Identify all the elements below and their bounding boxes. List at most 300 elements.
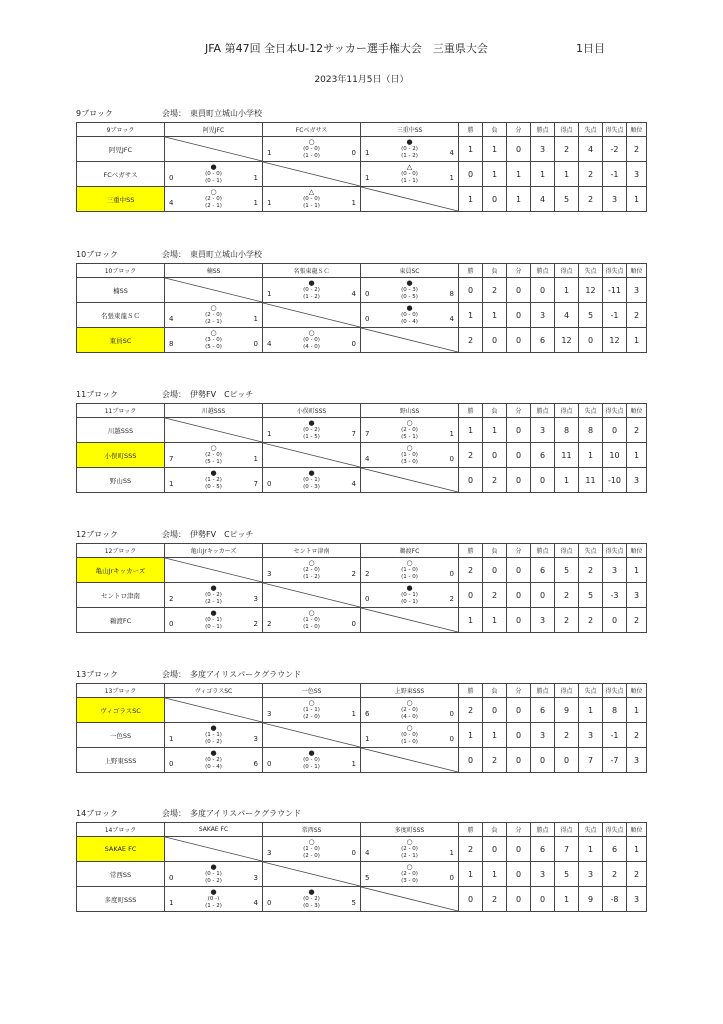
match-result: [361, 137, 459, 162]
column-header: 順位: [627, 264, 647, 278]
stat-cell: 1: [627, 187, 647, 212]
result-mark: ○: [406, 444, 413, 452]
stat-cell: 2: [483, 583, 507, 608]
diagonal-cell: [165, 278, 263, 303]
half-score: (0 - 1): [303, 764, 320, 770]
score-area: [263, 287, 360, 301]
team-name: 多度町SSS: [77, 887, 165, 912]
block-header: [76, 108, 646, 122]
score-right: 0: [351, 149, 356, 157]
score-right: 1: [449, 849, 454, 857]
half-score: (0 - 4): [401, 319, 418, 325]
stat-cell: 1: [531, 162, 555, 187]
stat-cell: 0: [531, 583, 555, 608]
stat-cell: 0: [459, 748, 483, 773]
diagonal-cell: [263, 862, 361, 887]
stat-cell: 0: [531, 748, 555, 773]
stat-cell: 1: [459, 608, 483, 633]
column-team: 楠SS: [165, 264, 263, 278]
column-header: 得失点: [603, 823, 627, 837]
score-area: [263, 617, 360, 631]
diagonal-cell: [361, 187, 459, 212]
table-row: [77, 162, 647, 187]
half-scores: [388, 452, 432, 466]
stat-cell: 0: [531, 887, 555, 912]
stat-cell: 3: [603, 558, 627, 583]
block-name: 13ブロック: [76, 670, 119, 679]
half-score: (0 - 1): [401, 599, 418, 605]
half-score: (0 - 4): [205, 764, 222, 770]
table-header-row: [77, 544, 647, 558]
stat-cell: 0: [459, 278, 483, 303]
half-score: (0 - 0): [303, 337, 320, 343]
score-right: 0: [449, 735, 454, 743]
half-scores: [388, 312, 432, 326]
match-result: [165, 583, 263, 608]
result-mark: ●: [308, 888, 315, 896]
half-score: (0 - 0): [401, 171, 418, 177]
score-left: 4: [365, 849, 370, 857]
half-score: (2 - 0): [205, 452, 222, 458]
diagonal-cell: [263, 303, 361, 328]
score-area: [165, 757, 262, 771]
table-row: [77, 748, 647, 773]
block-header: [76, 669, 646, 683]
match-result: [165, 187, 263, 212]
team-name: 一色SS: [77, 723, 165, 748]
half-scores: [290, 567, 334, 581]
stat-cell: 6: [531, 328, 555, 353]
half-score: (0 - 2): [401, 146, 418, 152]
stat-cell: 1: [579, 443, 603, 468]
half-scores: [290, 196, 334, 210]
column-header: 勝: [459, 404, 483, 418]
half-score: (4 - 0): [303, 344, 320, 350]
block-name: 9ブロック: [76, 109, 113, 118]
stat-cell: 2: [459, 837, 483, 862]
result-mark: ○: [308, 609, 315, 617]
column-team: ヴィゴラスSC: [165, 684, 263, 698]
column-team: 三重中SS: [361, 123, 459, 137]
stat-cell: 3: [531, 608, 555, 633]
stat-cell: 2: [627, 137, 647, 162]
block-14: [76, 808, 646, 912]
half-score: (0 - 0): [303, 196, 320, 202]
score-left: 1: [365, 149, 370, 157]
stat-cell: 3: [531, 723, 555, 748]
stat-cell: 0: [507, 583, 531, 608]
score-area: [361, 846, 458, 860]
half-score: (0 - 1): [401, 592, 418, 598]
match-result: [165, 162, 263, 187]
score-area: [165, 196, 262, 210]
corner-cell: 13ブロック: [77, 684, 165, 698]
score-area: [165, 171, 262, 185]
column-team: 亀山Jrキッカーズ: [165, 544, 263, 558]
score-left: 4: [169, 199, 174, 207]
diagonal-cell: [361, 608, 459, 633]
stat-cell: 2: [603, 862, 627, 887]
half-scores: [388, 287, 432, 301]
score-left: 1: [169, 480, 174, 488]
block-header: [76, 808, 646, 822]
block-9: [76, 108, 646, 212]
half-scores: [388, 592, 432, 606]
stat-cell: 2: [627, 418, 647, 443]
match-result: [263, 137, 361, 162]
column-header: 勝点: [531, 684, 555, 698]
team-name: 川越SSS: [77, 418, 165, 443]
column-header: 失点: [579, 123, 603, 137]
standings-table: [76, 122, 647, 212]
table-row: [77, 887, 647, 912]
stat-cell: 2: [627, 723, 647, 748]
half-scores: [290, 846, 334, 860]
diagonal-cell: [361, 328, 459, 353]
column-team: SAKAE FC: [165, 823, 263, 837]
stat-cell: 0: [531, 278, 555, 303]
half-score: (1 - 1): [303, 203, 320, 209]
column-header: 分: [507, 123, 531, 137]
stat-cell: 2: [459, 558, 483, 583]
half-score: (2 - 0): [303, 853, 320, 859]
score-right: 3: [253, 595, 258, 603]
stat-cell: 2: [627, 303, 647, 328]
team-name: 東員SC: [77, 328, 165, 353]
half-score: (3 - 0): [401, 459, 418, 465]
score-area: [361, 707, 458, 721]
stat-cell: -2: [603, 137, 627, 162]
score-area: [361, 567, 458, 581]
half-score: (4 - 0): [401, 714, 418, 720]
diagonal-cell: [165, 137, 263, 162]
stat-cell: 6: [603, 837, 627, 862]
result-mark: ○: [406, 724, 413, 732]
table-row: [77, 303, 647, 328]
column-header: 勝: [459, 544, 483, 558]
stat-cell: 1: [483, 723, 507, 748]
half-score: (0 - 0): [401, 732, 418, 738]
stat-cell: 0: [507, 558, 531, 583]
score-right: 0: [449, 874, 454, 882]
half-scores: [388, 146, 432, 160]
result-mark: ○: [406, 838, 413, 846]
column-team: 野山SS: [361, 404, 459, 418]
score-left: 1: [365, 735, 370, 743]
stat-cell: 1: [627, 328, 647, 353]
result-mark: ●: [308, 469, 315, 477]
stat-cell: 0: [459, 887, 483, 912]
diagonal-cell: [361, 748, 459, 773]
score-left: 1: [169, 899, 174, 907]
stat-cell: 8: [555, 418, 579, 443]
half-score: (1 - 1): [303, 707, 320, 713]
stat-cell: 0: [483, 558, 507, 583]
table-header-row: [77, 684, 647, 698]
score-right: 7: [351, 430, 356, 438]
match-result: [361, 698, 459, 723]
half-scores: [192, 896, 236, 910]
match-result: [263, 558, 361, 583]
stat-cell: 2: [555, 723, 579, 748]
score-right: 1: [351, 760, 356, 768]
score-area: [263, 477, 360, 491]
column-header: 負: [483, 684, 507, 698]
stat-cell: 3: [627, 887, 647, 912]
diagonal-cell: [165, 418, 263, 443]
half-score: (0 - 5): [205, 484, 222, 490]
stat-cell: -1: [603, 723, 627, 748]
stat-cell: 0: [483, 443, 507, 468]
column-header: 得点: [555, 684, 579, 698]
column-header: 負: [483, 264, 507, 278]
column-header: 得点: [555, 123, 579, 137]
stat-cell: 0: [459, 468, 483, 493]
column-header: 順位: [627, 404, 647, 418]
diagonal-cell: [263, 162, 361, 187]
standings-table: [76, 543, 647, 633]
half-score: (1 - 2): [401, 153, 418, 159]
match-result: [361, 862, 459, 887]
column-header: 勝: [459, 123, 483, 137]
half-score: (2 - 0): [401, 427, 418, 433]
result-mark: ●: [210, 749, 217, 757]
block-11: [76, 389, 646, 493]
stat-cell: 1: [555, 278, 579, 303]
stat-cell: 1: [627, 837, 647, 862]
result-mark: ○: [308, 559, 315, 567]
score-left: 3: [267, 710, 272, 718]
stat-cell: 0: [507, 723, 531, 748]
score-left: 1: [169, 735, 174, 743]
stat-cell: 2: [555, 137, 579, 162]
venue-name: 伊勢FV Cピッチ: [190, 530, 254, 539]
result-mark: ●: [210, 724, 217, 732]
half-score: (1 - 0): [303, 846, 320, 852]
stat-cell: 0: [507, 303, 531, 328]
standings-table: [76, 263, 647, 353]
score-area: [361, 592, 458, 606]
half-score: (2 - 0): [205, 196, 222, 202]
stat-cell: 0: [603, 608, 627, 633]
result-mark: ●: [210, 584, 217, 592]
result-mark: ○: [406, 419, 413, 427]
stat-cell: 0: [507, 698, 531, 723]
score-right: 1: [351, 710, 356, 718]
half-scores: [192, 477, 236, 491]
result-mark: ●: [308, 749, 315, 757]
score-left: 0: [169, 620, 174, 628]
stat-cell: 0: [459, 583, 483, 608]
match-result: [165, 862, 263, 887]
score-left: 1: [267, 290, 272, 298]
stat-cell: 2: [555, 583, 579, 608]
stat-cell: 6: [531, 443, 555, 468]
score-left: 0: [267, 899, 272, 907]
half-score: (0 - 0): [401, 312, 418, 318]
stat-cell: 2: [579, 608, 603, 633]
score-left: 2: [267, 620, 272, 628]
half-score: (2 - 1): [401, 853, 418, 859]
stat-cell: 0: [483, 328, 507, 353]
result-mark: ○: [308, 329, 315, 337]
score-right: 0: [253, 340, 258, 348]
column-header: 順位: [627, 823, 647, 837]
stat-cell: 0: [507, 328, 531, 353]
score-right: 1: [253, 199, 258, 207]
score-left: 6: [365, 710, 370, 718]
stat-cell: 2: [555, 608, 579, 633]
score-left: 0: [365, 595, 370, 603]
score-area: [165, 617, 262, 631]
half-scores: [192, 592, 236, 606]
stat-cell: 2: [483, 887, 507, 912]
score-left: 0: [365, 315, 370, 323]
stat-cell: -3: [603, 583, 627, 608]
stat-cell: 0: [483, 837, 507, 862]
venue-name: 伊勢FV Cピッチ: [190, 390, 254, 399]
result-mark: ●: [308, 279, 315, 287]
column-header: 勝: [459, 823, 483, 837]
corner-cell: 11ブロック: [77, 404, 165, 418]
score-right: 0: [449, 710, 454, 718]
result-mark: ●: [210, 609, 217, 617]
half-score: (1 - 0): [303, 617, 320, 623]
stat-cell: 3: [627, 468, 647, 493]
score-left: 0: [169, 874, 174, 882]
score-right: 0: [351, 849, 356, 857]
score-area: [263, 196, 360, 210]
result-mark: ●: [210, 163, 217, 171]
half-score: (0 -): [207, 896, 220, 902]
stat-cell: 3: [579, 723, 603, 748]
date-label: 2023年11月5日（日）: [314, 75, 409, 85]
stat-cell: 5: [579, 583, 603, 608]
block-name: 12ブロック: [76, 530, 119, 539]
column-header: 得失点: [603, 123, 627, 137]
block-header: [76, 389, 646, 403]
column-team: 川越SSS: [165, 404, 263, 418]
column-header: 得点: [555, 264, 579, 278]
block-13: [76, 669, 646, 773]
column-team: 小俣町SSS: [263, 404, 361, 418]
half-score: (0 - 0): [303, 146, 320, 152]
match-result: [361, 558, 459, 583]
column-header: 勝点: [531, 264, 555, 278]
score-left: 3: [267, 570, 272, 578]
half-scores: [290, 707, 334, 721]
stat-cell: 0: [507, 837, 531, 862]
stat-cell: 1: [459, 723, 483, 748]
half-scores: [192, 732, 236, 746]
half-score: (1 - 0): [401, 574, 418, 580]
column-header: 得点: [555, 823, 579, 837]
score-right: 2: [449, 595, 454, 603]
score-right: 0: [351, 620, 356, 628]
stat-cell: 11: [579, 468, 603, 493]
result-mark: ○: [406, 863, 413, 871]
half-score: (2 - 1): [205, 319, 222, 325]
half-score: (0 - 3): [303, 903, 320, 909]
column-header: 順位: [627, 544, 647, 558]
block-name: 10ブロック: [76, 250, 119, 259]
stat-cell: 1: [627, 443, 647, 468]
block-header: [76, 529, 646, 543]
score-area: [165, 312, 262, 326]
column-header: 失点: [579, 823, 603, 837]
half-score: (0 - 2): [205, 757, 222, 763]
column-header: 勝点: [531, 823, 555, 837]
stat-cell: 6: [531, 698, 555, 723]
result-mark: ○: [308, 838, 315, 846]
score-area: [361, 452, 458, 466]
column-header: 得失点: [603, 264, 627, 278]
column-team: 名張東龍ＳＣ: [263, 264, 361, 278]
stat-cell: 4: [555, 303, 579, 328]
score-right: 0: [449, 570, 454, 578]
half-score: (0 - 1): [205, 178, 222, 184]
stat-cell: 0: [507, 862, 531, 887]
half-scores: [192, 196, 236, 210]
stat-cell: 1: [555, 887, 579, 912]
half-scores: [192, 757, 236, 771]
stat-cell: 3: [627, 583, 647, 608]
score-area: [361, 427, 458, 441]
half-score: (1 - 2): [303, 574, 320, 580]
score-area: [263, 757, 360, 771]
score-area: [165, 732, 262, 746]
column-header: 得失点: [603, 544, 627, 558]
score-left: 0: [169, 174, 174, 182]
team-name: 常西SS: [77, 862, 165, 887]
match-result: [361, 837, 459, 862]
standings-table: [76, 683, 647, 773]
stat-cell: 2: [459, 328, 483, 353]
stat-cell: 2: [579, 162, 603, 187]
corner-cell: 9ブロック: [77, 123, 165, 137]
result-mark: △: [406, 163, 413, 171]
half-score: (5 - 1): [205, 459, 222, 465]
result-mark: ●: [210, 888, 217, 896]
score-right: 1: [351, 199, 356, 207]
match-result: [165, 723, 263, 748]
stat-cell: 0: [507, 608, 531, 633]
team-name: 三重中SS: [77, 187, 165, 212]
stat-cell: 1: [555, 162, 579, 187]
score-area: [165, 871, 262, 885]
table-row: [77, 328, 647, 353]
score-right: 8: [449, 290, 454, 298]
standings-table: [76, 822, 647, 912]
match-result: [361, 583, 459, 608]
team-name: FCベガサス: [77, 162, 165, 187]
stat-cell: -8: [603, 887, 627, 912]
column-header: 失点: [579, 544, 603, 558]
half-scores: [290, 337, 334, 351]
half-scores: [388, 427, 432, 441]
stat-cell: 3: [531, 137, 555, 162]
table-row: [77, 862, 647, 887]
stat-cell: 5: [555, 558, 579, 583]
half-scores: [290, 617, 334, 631]
half-score: (2 - 0): [303, 714, 320, 720]
venue-label: 会場：: [162, 809, 186, 818]
stat-cell: 1: [483, 608, 507, 633]
stat-cell: 1: [627, 698, 647, 723]
score-right: 7: [253, 480, 258, 488]
half-score: (0 - 5): [401, 294, 418, 300]
stat-cell: 0: [579, 328, 603, 353]
